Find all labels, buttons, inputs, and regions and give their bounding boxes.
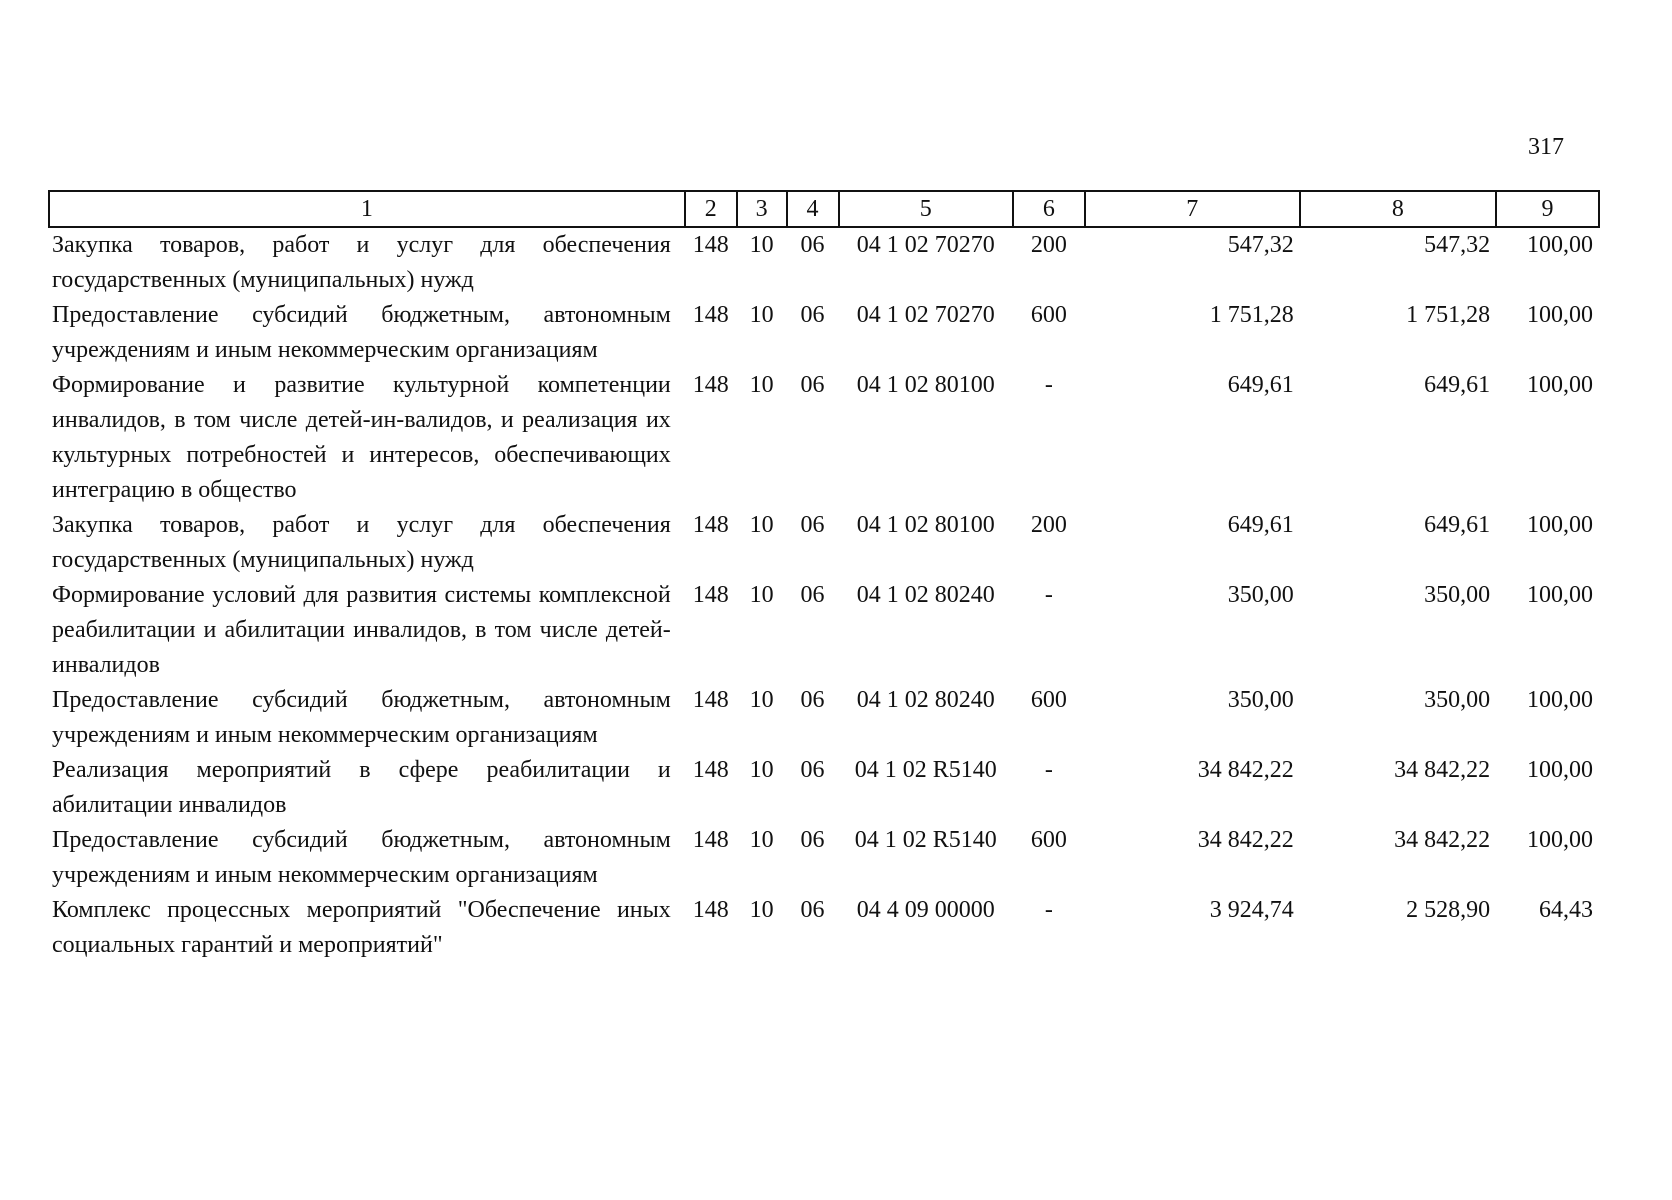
expense-type-code: -: [1044, 372, 1053, 398]
execution-percent: 100,00: [1527, 757, 1593, 783]
target-article-code: 04 1 02 70270: [856, 232, 995, 258]
table-row: [49, 508, 1599, 578]
planned-amount: 649,61: [1227, 372, 1294, 398]
subsection-code: 06: [800, 687, 825, 713]
item-description: Формирование условий для развития системы комплексной реабилитации и абилитации инвалидов, в том числе детей-инвалидов: [52, 582, 671, 678]
executed-amount: 649,61: [1424, 512, 1491, 538]
expense-type-code: -: [1044, 897, 1053, 923]
item-description: Закупка товаров, работ и услуг для обеспечения государственных (муниципальных) нужд: [52, 232, 671, 293]
planned-amount: 1 751,28: [1209, 302, 1294, 328]
target-article-code: 04 1 02 70270: [856, 302, 995, 328]
expense-type-code: 600: [1030, 687, 1067, 713]
item-description: Реализация мероприятий в сфере реабилитации и абилитации инвалидов: [52, 757, 671, 818]
executed-amount: 2 528,90: [1406, 897, 1491, 923]
expense-type-code: 200: [1030, 512, 1067, 538]
section-code: 10: [749, 897, 774, 923]
expense-type-code: 600: [1030, 302, 1067, 328]
admin-code: 148: [692, 897, 729, 923]
section-code: 10: [749, 372, 774, 398]
table-row: [49, 823, 1599, 893]
expense-type-code: -: [1044, 582, 1053, 608]
table-row: [49, 683, 1599, 753]
admin-code: 148: [692, 757, 729, 783]
target-article-code: 04 1 02 80240: [856, 582, 995, 608]
admin-code: 148: [692, 582, 729, 608]
planned-amount: 649,61: [1227, 512, 1294, 538]
page-number: 317: [1528, 134, 1564, 160]
executed-amount: 34 842,22: [1394, 827, 1491, 853]
target-article-code: 04 1 02 R5140: [854, 827, 997, 853]
item-description: Формирование и развитие культурной компетенции инвалидов, в том числе детей-ин-валидов, и реализация их культурных потребностей и интересов, обеспечивающих интеграцию в общество: [52, 372, 671, 503]
section-code: 10: [749, 232, 774, 258]
table-row: [49, 227, 1599, 298]
column-number-row: [49, 191, 1599, 227]
subsection-code: 06: [800, 372, 825, 398]
subsection-code: 06: [800, 232, 825, 258]
admin-code: 148: [692, 827, 729, 853]
planned-amount: 350,00: [1227, 687, 1294, 713]
section-code: 10: [749, 582, 774, 608]
target-article-code: 04 1 02 80100: [856, 512, 995, 538]
execution-percent: 100,00: [1527, 827, 1593, 853]
planned-amount: 34 842,22: [1197, 757, 1294, 783]
execution-percent: 100,00: [1527, 687, 1593, 713]
item-description: Предоставление субсидий бюджетным, автономным учреждениям и иным некоммерческим организациям: [52, 827, 671, 888]
section-code: 10: [749, 827, 774, 853]
subsection-code: 06: [800, 827, 825, 853]
execution-percent: 100,00: [1527, 582, 1593, 608]
execution-percent: 100,00: [1527, 372, 1593, 398]
section-code: 10: [749, 302, 774, 328]
column-header: 2: [685, 191, 737, 227]
subsection-code: 06: [800, 757, 825, 783]
execution-percent: 100,00: [1527, 232, 1593, 258]
table-row: [49, 368, 1599, 508]
executed-amount: 547,32: [1424, 232, 1491, 258]
execution-percent: 100,00: [1527, 302, 1593, 328]
column-header: 7: [1085, 191, 1300, 227]
target-article-code: 04 4 09 00000: [856, 897, 995, 923]
section-code: 10: [749, 757, 774, 783]
admin-code: 148: [692, 512, 729, 538]
column-header: 9: [1496, 191, 1599, 227]
executed-amount: 1 751,28: [1406, 302, 1491, 328]
expense-type-code: 200: [1030, 232, 1067, 258]
planned-amount: 547,32: [1227, 232, 1294, 258]
admin-code: 148: [692, 687, 729, 713]
item-description: Предоставление субсидий бюджетным, автономным учреждениям и иным некоммерческим организациям: [52, 302, 671, 363]
admin-code: 148: [692, 302, 729, 328]
executed-amount: 34 842,22: [1394, 757, 1491, 783]
table-row: [49, 893, 1599, 963]
column-header: 8: [1300, 191, 1496, 227]
subsection-code: 06: [800, 897, 825, 923]
table-row: [49, 753, 1599, 823]
expense-type-code: -: [1044, 757, 1053, 783]
item-description: Предоставление субсидий бюджетным, автономным учреждениям и иным некоммерческим организациям: [52, 687, 671, 748]
target-article-code: 04 1 02 R5140: [854, 757, 997, 783]
column-header: 4: [787, 191, 839, 227]
subsection-code: 06: [800, 302, 825, 328]
execution-percent: 100,00: [1527, 512, 1593, 538]
planned-amount: 3 924,74: [1209, 897, 1294, 923]
target-article-code: 04 1 02 80100: [856, 372, 995, 398]
executed-amount: 350,00: [1424, 582, 1491, 608]
column-header: 3: [737, 191, 787, 227]
planned-amount: 350,00: [1227, 582, 1294, 608]
budget-table: [48, 190, 1600, 963]
subsection-code: 06: [800, 582, 825, 608]
section-code: 10: [749, 687, 774, 713]
executed-amount: 350,00: [1424, 687, 1491, 713]
execution-percent: 64,43: [1539, 897, 1593, 923]
table-row: [49, 298, 1599, 368]
executed-amount: 649,61: [1424, 372, 1491, 398]
target-article-code: 04 1 02 80240: [856, 687, 995, 713]
column-header: 5: [839, 191, 1014, 227]
table-row: [49, 578, 1599, 683]
admin-code: 148: [692, 232, 729, 258]
column-header: 1: [49, 191, 685, 227]
subsection-code: 06: [800, 512, 825, 538]
planned-amount: 34 842,22: [1197, 827, 1294, 853]
section-code: 10: [749, 512, 774, 538]
item-description: Комплекс процессных мероприятий "Обеспечение иных социальных гарантий и мероприятий": [52, 897, 671, 958]
item-description: Закупка товаров, работ и услуг для обеспечения государственных (муниципальных) нужд: [52, 512, 671, 573]
column-header: 6: [1013, 191, 1085, 227]
expense-type-code: 600: [1030, 827, 1067, 853]
admin-code: 148: [692, 372, 729, 398]
